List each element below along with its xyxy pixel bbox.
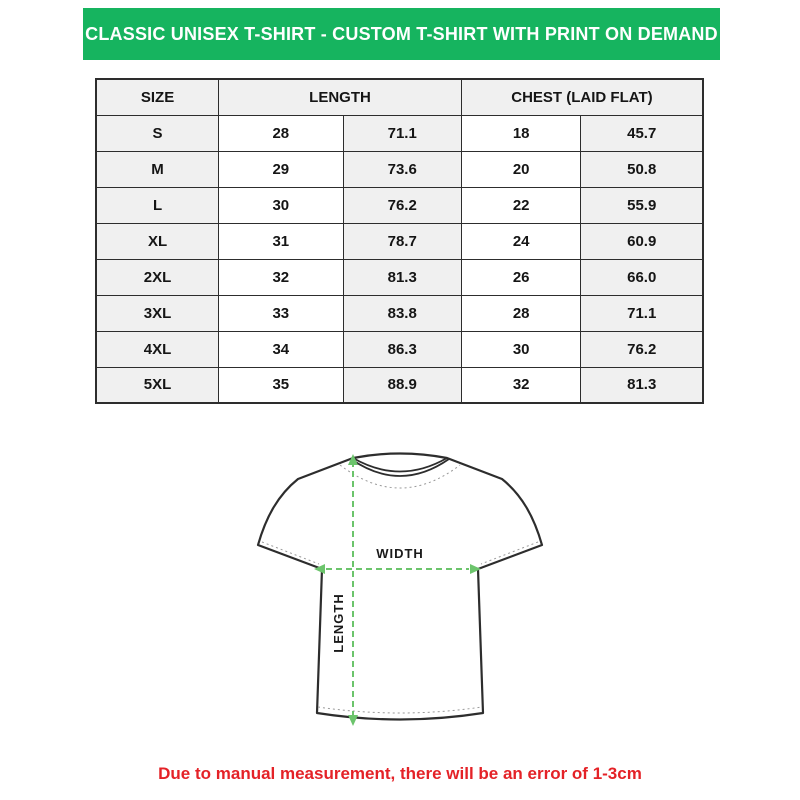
size-cell: 5XL <box>96 367 219 403</box>
table-row <box>96 223 703 259</box>
size-cell: XL <box>96 223 219 259</box>
size-cell: 3XL <box>96 295 219 331</box>
header-chest: CHEST (LAID FLAT) <box>461 79 703 115</box>
chest-in-cell: 28 <box>461 295 581 331</box>
tshirt-outline-shape <box>258 454 542 720</box>
chest-in-cell: 30 <box>461 331 581 367</box>
chest-cm-cell: 76.2 <box>581 331 703 367</box>
length-in-cell: 31 <box>219 223 343 259</box>
length-cm-cell: 88.9 <box>343 367 461 403</box>
size-table <box>95 78 704 404</box>
length-cm-cell: 78.7 <box>343 223 461 259</box>
length-in-cell: 28 <box>219 115 343 151</box>
chest-in-cell: 22 <box>461 187 581 223</box>
length-label: LENGTH <box>331 593 346 653</box>
table-row <box>96 151 703 187</box>
chest-cm-cell: 81.3 <box>581 367 703 403</box>
chest-in-cell: 18 <box>461 115 581 151</box>
table-row <box>96 367 703 403</box>
table-row <box>96 187 703 223</box>
length-cm-cell: 71.1 <box>343 115 461 151</box>
length-in-cell: 35 <box>219 367 343 403</box>
length-in-cell: 34 <box>219 331 343 367</box>
size-cell: M <box>96 151 219 187</box>
chest-cm-cell: 55.9 <box>581 187 703 223</box>
length-in-cell: 33 <box>219 295 343 331</box>
chest-cm-cell: 66.0 <box>581 259 703 295</box>
chest-cm-cell: 60.9 <box>581 223 703 259</box>
chest-in-cell: 24 <box>461 223 581 259</box>
width-label: WIDTH <box>376 546 424 561</box>
header-size: SIZE <box>96 79 219 115</box>
measurement-error-note: Due to manual measurement, there will be an error of 1-3cm <box>158 764 642 783</box>
chest-cm-cell: 50.8 <box>581 151 703 187</box>
table-row <box>96 295 703 331</box>
chest-in-cell: 20 <box>461 151 581 187</box>
size-cell: S <box>96 115 219 151</box>
chest-cm-cell: 71.1 <box>581 295 703 331</box>
length-in-cell: 32 <box>219 259 343 295</box>
length-cm-cell: 81.3 <box>343 259 461 295</box>
chest-cm-cell: 45.7 <box>581 115 703 151</box>
length-arrow-bottom-head <box>348 715 358 726</box>
length-cm-cell: 76.2 <box>343 187 461 223</box>
length-cm-cell: 73.6 <box>343 151 461 187</box>
length-cm-cell: 86.3 <box>343 331 461 367</box>
table-row <box>96 331 703 367</box>
length-cm-cell: 83.8 <box>343 295 461 331</box>
chest-in-cell: 26 <box>461 259 581 295</box>
header-length: LENGTH <box>219 79 462 115</box>
table-header-row <box>96 79 703 115</box>
table-row <box>96 115 703 151</box>
size-table-container <box>95 78 704 404</box>
tshirt-measurement-diagram <box>250 445 550 745</box>
size-cell: 2XL <box>96 259 219 295</box>
size-cell: L <box>96 187 219 223</box>
length-in-cell: 29 <box>219 151 343 187</box>
size-cell: 4XL <box>96 331 219 367</box>
title-banner <box>83 8 720 60</box>
table-row <box>96 259 703 295</box>
chest-in-cell: 32 <box>461 367 581 403</box>
page-title: CLASSIC UNISEX T-SHIRT - CUSTOM T-SHIRT WITH PRINT ON DEMAND <box>85 23 718 44</box>
length-in-cell: 30 <box>219 187 343 223</box>
